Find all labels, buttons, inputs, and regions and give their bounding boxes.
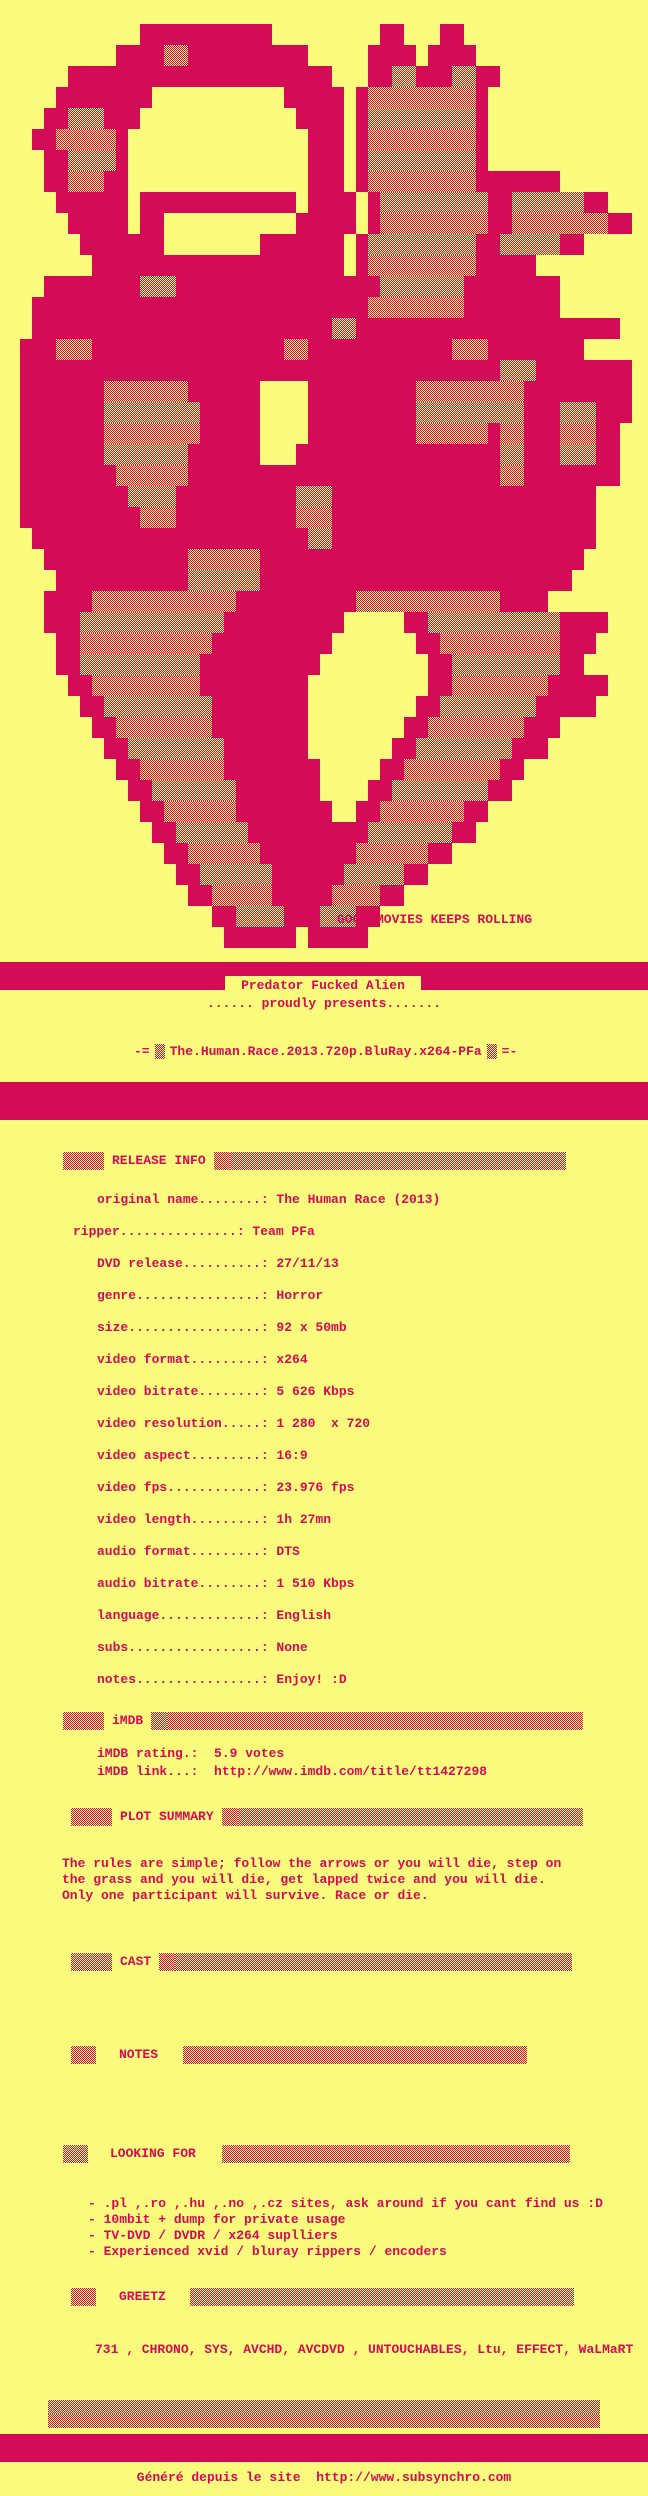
dense-block-icon xyxy=(159,1953,175,1971)
art-row xyxy=(20,885,632,906)
art-row xyxy=(20,465,632,486)
dither-block-icon xyxy=(71,1953,96,1971)
art-row xyxy=(20,297,632,318)
art-row xyxy=(20,570,632,591)
release-title-prefix: -= xyxy=(134,1044,150,1059)
art-row xyxy=(20,444,632,465)
section-title: PLOT SUMMARY xyxy=(120,1809,214,1824)
art-row xyxy=(20,633,632,654)
art-row xyxy=(20,318,632,339)
looking-for-item: - .pl ,.ro ,.hu ,.no ,.cz sites, ask around if you cant find us :D xyxy=(88,2196,603,2211)
art-row xyxy=(20,150,632,171)
dither-block-icon xyxy=(71,2046,96,2064)
group-name-box: Predator Fucked Alien xyxy=(225,976,421,996)
looking-for-item: - TV-DVD / DVDR / x264 suplliers xyxy=(88,2228,338,2243)
dither-block-icon xyxy=(71,2288,96,2306)
art-row xyxy=(20,24,632,45)
art-row xyxy=(20,360,632,381)
release-info-field: video resolution.....: 1 280 x 720 xyxy=(97,1416,371,1431)
art-row xyxy=(20,213,632,234)
dither-bar xyxy=(167,1712,583,1730)
dense-block-icon xyxy=(88,1152,104,1170)
art-row xyxy=(20,507,632,528)
art-row xyxy=(20,738,632,759)
art-row xyxy=(20,129,632,150)
section-title: iMDB xyxy=(112,1713,144,1728)
art-row xyxy=(20,234,632,255)
release-info-field: ripper...............: Team PFa xyxy=(73,1224,315,1239)
dither-bar xyxy=(238,1808,583,1826)
art-row xyxy=(20,66,632,87)
footer-dither-band xyxy=(48,2400,600,2428)
art-row xyxy=(20,927,632,948)
release-info-field: video length.........: 1h 27mn xyxy=(97,1512,332,1527)
art-row xyxy=(20,759,632,780)
art-row xyxy=(20,717,632,738)
footer-bar xyxy=(0,2434,648,2462)
art-row xyxy=(20,864,632,885)
block-glyph-icon xyxy=(155,1044,165,1059)
dither-bar xyxy=(48,2414,600,2428)
release-info-field: video format.........: x264 xyxy=(97,1352,308,1367)
art-row xyxy=(20,192,632,213)
section-header-cast xyxy=(71,1953,572,1971)
looking-for-item: - Experienced xvid / bluray rippers / encoders xyxy=(88,2244,447,2259)
art-row xyxy=(20,87,632,108)
art-row xyxy=(20,108,632,129)
art-row xyxy=(20,675,632,696)
dense-block-icon xyxy=(96,1953,112,1971)
dither-bar xyxy=(48,2400,600,2414)
art-row xyxy=(20,276,632,297)
section-title: RELEASE INFO xyxy=(112,1153,206,1168)
art-row xyxy=(20,654,632,675)
art-tagline: GOOD MOVIES KEEPS ROLLING xyxy=(337,912,533,927)
art-row xyxy=(20,843,632,864)
dither-block-icon xyxy=(71,1808,96,1826)
dither-bar xyxy=(222,2145,570,2163)
release-info-field: genre................: Horror xyxy=(97,1288,324,1303)
art-row xyxy=(20,591,632,612)
section-header-release-info xyxy=(63,1152,566,1170)
release-info-field: language.............: English xyxy=(97,1608,332,1623)
imdb-rating: iMDB rating.: 5.9 votes xyxy=(97,1746,285,1761)
presents-line: ...... proudly presents....... xyxy=(207,996,442,1011)
section-title: NOTES xyxy=(119,2047,159,2062)
dither-bar xyxy=(230,1152,566,1170)
plot-summary-line: the grass and you will die, get lapped twice and you will die. xyxy=(62,1872,546,1887)
art-row xyxy=(20,780,632,801)
release-info-field: video bitrate........: 5 626 Kbps xyxy=(97,1384,355,1399)
imdb-link: iMDB link...: http://www.imdb.com/title/tt1427298 xyxy=(97,1764,488,1779)
release-info-field: audio bitrate........: 1 510 Kbps xyxy=(97,1576,355,1591)
dither-block-icon xyxy=(63,1152,88,1170)
art-row xyxy=(20,549,632,570)
art-row xyxy=(20,255,632,276)
release-title-suffix: =- xyxy=(501,1044,518,1059)
dense-block-icon xyxy=(151,1712,167,1730)
release-info-field: audio format.........: DTS xyxy=(97,1544,300,1559)
art-row xyxy=(20,339,632,360)
release-info-field: notes................: Enjoy! :D xyxy=(97,1672,347,1687)
art-row xyxy=(20,171,632,192)
looking-for-item: - 10mbit + dump for private usage xyxy=(88,2212,346,2227)
art-row xyxy=(20,381,632,402)
greetz-groups: 731 , CHRONO, SYS, AVCHD, AVCDVD , UNTOUCHABLES, Ltu, EFFECT, WaLMaRT xyxy=(95,2342,634,2357)
art-row xyxy=(20,822,632,843)
banner-bar-bottom xyxy=(0,1082,648,1120)
section-header-notes xyxy=(71,2046,527,2064)
release-title-name: The.Human.Race.2013.720p.BluRay.x264-PFa xyxy=(169,1044,482,1059)
section-header-plot-summary xyxy=(71,1808,583,1826)
plot-summary-line: The rules are simple; follow the arrows or you will die, step on xyxy=(62,1856,562,1871)
release-info-field: size.................: 92 x 50mb xyxy=(97,1320,347,1335)
art-row xyxy=(20,402,632,423)
dither-block-icon xyxy=(63,1712,88,1730)
dense-block-icon xyxy=(96,1808,112,1826)
block-glyph-icon xyxy=(487,1044,497,1059)
release-info-field: original name........: The Human Race (2013) xyxy=(97,1192,441,1207)
dither-bar xyxy=(190,2288,574,2306)
section-header-looking-for xyxy=(63,2145,570,2163)
release-title xyxy=(134,1044,517,1059)
art-row xyxy=(20,45,632,66)
dense-block-icon xyxy=(214,1152,230,1170)
dither-bar xyxy=(175,1953,572,1971)
art-row xyxy=(20,423,632,444)
art-row xyxy=(20,528,632,549)
release-info-field: subs.................: None xyxy=(97,1640,308,1655)
art-row xyxy=(20,801,632,822)
dense-block-icon xyxy=(222,1808,238,1826)
section-header-imdb xyxy=(63,1712,583,1730)
section-title: GREETZ xyxy=(119,2289,166,2304)
art-row xyxy=(20,612,632,633)
generated-by: Généré depuis le site http://www.subsynchro.com xyxy=(136,2470,512,2485)
release-info-field: video aspect.........: 16:9 xyxy=(97,1448,308,1463)
dense-block-icon xyxy=(88,1712,104,1730)
release-info-field: DVD release..........: 27/11/13 xyxy=(97,1256,339,1271)
dither-block-icon xyxy=(63,2145,88,2163)
plot-summary-line: Only one participant will survive. Race or die. xyxy=(62,1888,429,1903)
section-header-greetz xyxy=(71,2288,574,2306)
dither-bar xyxy=(183,2046,527,2064)
section-title: CAST xyxy=(120,1954,152,1969)
section-title: LOOKING FOR xyxy=(110,2146,196,2161)
release-info-field: video fps............: 23.976 fps xyxy=(97,1480,355,1495)
art-row xyxy=(20,486,632,507)
ascii-art xyxy=(20,24,632,948)
art-row xyxy=(20,906,632,927)
art-row xyxy=(20,696,632,717)
